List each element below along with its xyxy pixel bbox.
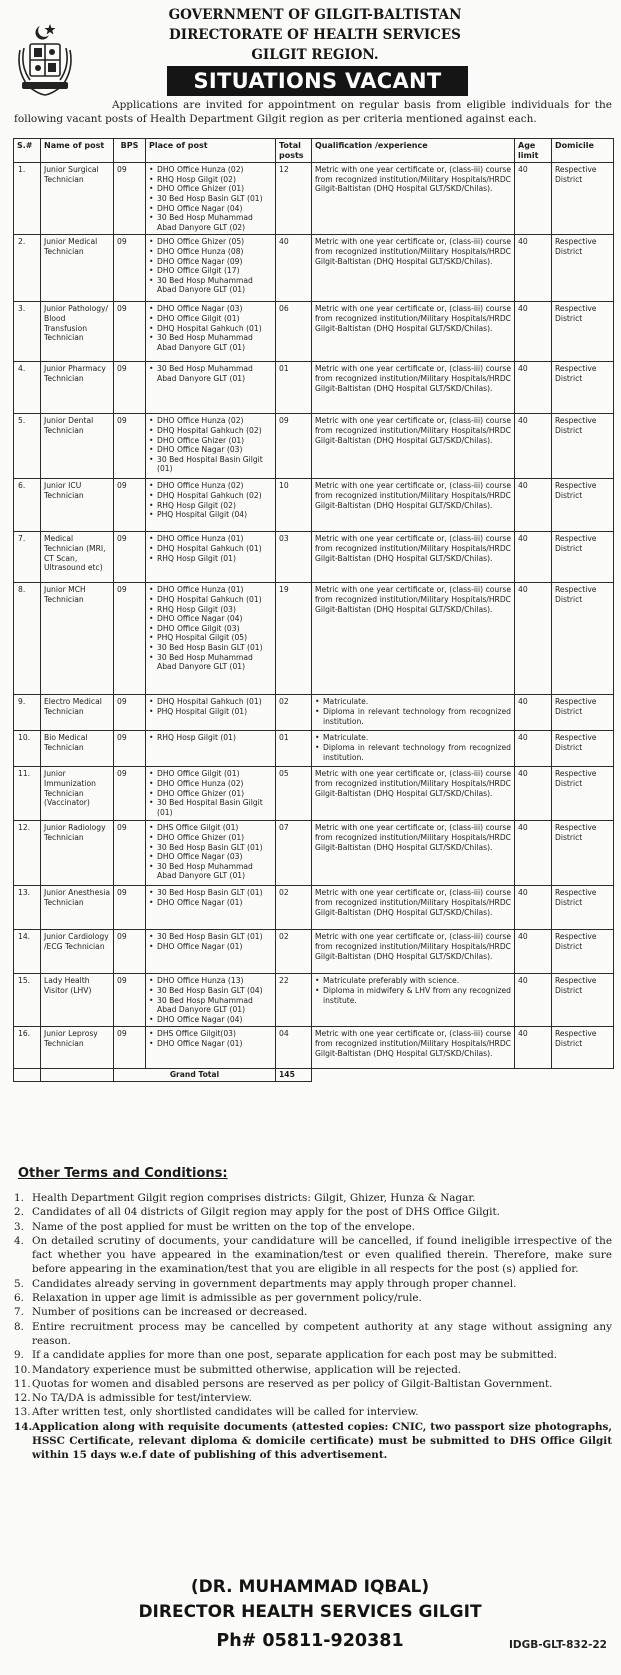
row-bps: 09 (114, 731, 146, 767)
row-post-name: Junior Cardiology /ECG Technician (41, 930, 114, 974)
place-item: • 30 Bed Hosp Muhammad Abad Danyore GLT (01) (149, 653, 272, 672)
grand-total-value: 145 (276, 1069, 312, 1082)
row-age-limit: 40 (515, 886, 552, 930)
term-item (14, 1205, 612, 1219)
row-total-posts: 06 (276, 302, 312, 362)
row-post-name: Junior Medical Technician (41, 235, 114, 302)
term-text: Name of the post applied for must be written on the top of the envelope. (32, 1220, 416, 1233)
places-list (149, 1029, 272, 1048)
qualification-list (315, 733, 511, 762)
row-domicile: Respective District (552, 695, 614, 731)
table-row (14, 974, 614, 1027)
row-post-name: Junior MCH Technician (41, 583, 114, 695)
row-bps: 09 (114, 414, 146, 479)
qualification-item: • Diploma in relevant technology from recognized institution. (315, 707, 511, 726)
row-bps: 09 (114, 767, 146, 821)
header-qualification: Qualification /experience (312, 139, 515, 163)
grand-total-label: Grand Total (114, 1069, 276, 1082)
term-text: On detailed scrutiny of documents, your candidature will be cancelled, if found ineligible irrespective of the fact whether you have appeared in the examination/test or even qualified therein. Therefore, make sure before appearing in the examination/test that you are eligible in all respects for the post (s) applied for. (32, 1234, 612, 1276)
place-item: • DHO Office Gilgit (17) (149, 266, 272, 276)
term-item (14, 1277, 612, 1291)
place-item: • 30 Bed Hospital Basin Gilgit (01) (149, 455, 272, 474)
place-item: • PHQ Hospital Gilgit (01) (149, 707, 272, 717)
row-bps: 09 (114, 695, 146, 731)
place-item: • DHQ Hospital Gahkuch (01) (149, 697, 272, 707)
place-item: • DHO Office Ghizer (01) (149, 184, 272, 194)
place-item: • 30 Bed Hosp Muhammad Abad Danyore GLT (01) (149, 333, 272, 352)
row-bps: 09 (114, 163, 146, 235)
place-item: • RHQ Hosp Gilgit (01) (149, 554, 272, 564)
places-list (149, 165, 272, 232)
qualification-item: • Diploma in midwifery & LHV from any recognized institute. (315, 986, 511, 1005)
row-age-limit: 40 (515, 479, 552, 532)
row-age-limit: 40 (515, 930, 552, 974)
place-item: • DHO Office Ghizer (05) (149, 237, 272, 247)
vacancies-table (13, 138, 614, 1082)
row-domicile: Respective District (552, 731, 614, 767)
place-item: • DHO Office Hunza (02) (149, 481, 272, 491)
header-place: Place of post (146, 139, 276, 163)
place-item: • RHQ Hosp Gilgit (02) (149, 175, 272, 185)
term-number: 13. (14, 1406, 31, 1419)
place-item: • DHO Office Nagar (01) (149, 1039, 272, 1049)
row-post-name: Junior Radiology Technician (41, 821, 114, 886)
place-item: • 30 Bed Hosp Basin GLT (01) (149, 194, 272, 204)
row-serial: 16. (14, 1027, 41, 1069)
row-serial: 6. (14, 479, 41, 532)
place-item: • 30 Bed Hosp Basin GLT (01) (149, 843, 272, 853)
qualification-list (315, 697, 511, 726)
row-age-limit: 40 (515, 362, 552, 414)
table-row (14, 930, 614, 974)
term-item (14, 1305, 612, 1319)
signatory-name: (DR. MUHAMMAD IQBAL) (190, 1577, 430, 1597)
terms-list (14, 1191, 612, 1463)
qualification-list (315, 976, 511, 1005)
row-age-limit: 40 (515, 821, 552, 886)
table-row (14, 886, 614, 930)
row-serial: 11. (14, 767, 41, 821)
term-number: 12. (14, 1392, 31, 1405)
term-item (14, 1220, 612, 1234)
term-item (14, 1377, 612, 1391)
row-places (146, 479, 276, 532)
term-item (14, 1234, 612, 1277)
places-list (149, 585, 272, 671)
place-item: • DHO Office Hunza (02) (149, 779, 272, 789)
place-item: • DHO Office Nagar (04) (149, 614, 272, 624)
term-number: 11. (14, 1377, 31, 1390)
term-number: 14. (14, 1420, 33, 1433)
row-bps: 09 (114, 821, 146, 886)
row-total-posts: 03 (276, 532, 312, 583)
qualification-item: • Diploma in relevant technology from recognized institution. (315, 743, 511, 762)
row-places (146, 974, 276, 1027)
term-item (14, 1291, 612, 1305)
place-item: • DHO Office Hunza (01) (149, 534, 272, 544)
row-total-posts: 19 (276, 583, 312, 695)
term-item (14, 1391, 612, 1405)
row-bps: 09 (114, 930, 146, 974)
row-total-posts: 02 (276, 695, 312, 731)
row-places (146, 532, 276, 583)
term-text: Candidates of all 04 districts of Gilgit region may apply for the post of DHS Office Gilgit. (32, 1206, 500, 1219)
header-sn: S.# (14, 139, 41, 163)
header-post: Name of post (41, 139, 114, 163)
row-post-name: Junior Pharmacy Technician (41, 362, 114, 414)
term-text: Application along with requisite documents (attested copies: CNIC, two passport size photographs, HSSC Certificate, relevant diploma & domicile certificate) must be submitted to DHS Office Gilgit within 15 days w.e.f date of publishing of this advertisement. (32, 1420, 612, 1462)
row-places (146, 930, 276, 974)
row-total-posts: 04 (276, 1027, 312, 1069)
row-post-name: Electro Medical Technician (41, 695, 114, 731)
row-qualification (312, 974, 515, 1027)
row-serial: 12. (14, 821, 41, 886)
places-list (149, 697, 272, 716)
row-domicile: Respective District (552, 583, 614, 695)
place-item: • DHO Office Nagar (04) (149, 1015, 272, 1025)
places-list (149, 416, 272, 474)
row-bps: 09 (114, 235, 146, 302)
grand-total-row (14, 1069, 614, 1082)
place-item: • DHO Office Nagar (01) (149, 898, 272, 908)
place-item: • DHO Office Hunza (08) (149, 247, 272, 257)
header-domicile: Domicile (552, 139, 614, 163)
places-list (149, 932, 272, 951)
place-item: • 30 Bed Hosp Muhammad Abad Danyore GLT (01) (149, 996, 272, 1015)
row-qualification: Metric with one year certificate or, (class-iii) course from recognized institution/Military Hospitals/HRDC Gilgit-Baltistan (DHQ Hospital GLT/SKD/Chilas). (312, 886, 515, 930)
table-row (14, 583, 614, 695)
term-number: 7. (14, 1306, 24, 1319)
place-item: • DHQ Hospital Gahkuch (01) (149, 324, 272, 334)
row-post-name: Junior ICU Technician (41, 479, 114, 532)
row-total-posts: 05 (276, 767, 312, 821)
row-total-posts: 09 (276, 414, 312, 479)
row-domicile: Respective District (552, 532, 614, 583)
places-list (149, 364, 272, 383)
row-bps: 09 (114, 583, 146, 695)
term-text: If a candidate applies for more than one post, separate application for each post may be submitted. (32, 1349, 558, 1362)
place-item: • 30 Bed Hosp Muhammad Abad Danyore GLT (01) (149, 276, 272, 295)
row-total-posts: 40 (276, 235, 312, 302)
table-row (14, 767, 614, 821)
empty-cell (14, 1069, 41, 1082)
places-list (149, 888, 272, 907)
row-total-posts: 02 (276, 930, 312, 974)
place-item: • DHO Office Ghizer (01) (149, 833, 272, 843)
place-item: • 30 Bed Hosp Basin GLT (01) (149, 888, 272, 898)
terms-title: Other Terms and Conditions: (18, 1166, 228, 1181)
row-serial: 7. (14, 532, 41, 583)
row-bps: 09 (114, 479, 146, 532)
region-heading: GILGIT REGION. (251, 47, 379, 63)
row-post-name: Junior Surgical Technician (41, 163, 114, 235)
row-places (146, 695, 276, 731)
place-item: • DHS Office Gilgit(03) (149, 1029, 272, 1039)
row-age-limit: 40 (515, 414, 552, 479)
row-bps: 09 (114, 532, 146, 583)
row-places (146, 235, 276, 302)
term-number: 5. (14, 1277, 24, 1290)
place-item: • DHO Office Nagar (03) (149, 304, 272, 314)
places-list (149, 534, 272, 563)
row-age-limit: 40 (515, 583, 552, 695)
term-text: After written test, only shortlisted candidates will be called for interview. (32, 1406, 419, 1419)
row-domicile: Respective District (552, 767, 614, 821)
place-item: • DHO Office Ghizer (01) (149, 436, 272, 446)
row-age-limit: 40 (515, 532, 552, 583)
row-bps: 09 (114, 362, 146, 414)
place-item: • DHS Office Gilgit (01) (149, 823, 272, 833)
row-qualification: Metric with one year certificate or, (class-iii) course from recognized institution/Military Hospitals/HRDC Gilgit-Baltistan (DHQ Hospital GLT/SKD/Chilas). (312, 821, 515, 886)
place-item: • DHO Office Hunza (13) (149, 976, 272, 986)
row-age-limit: 40 (515, 695, 552, 731)
signatory-designation: DIRECTOR HEALTH SERVICES GILGIT (138, 1602, 482, 1622)
row-bps: 09 (114, 886, 146, 930)
term-text: No TA/DA is admissible for test/interview. (32, 1392, 252, 1405)
place-item: • 30 Bed Hosp Basin GLT (01) (149, 932, 272, 942)
row-total-posts: 12 (276, 163, 312, 235)
row-qualification: Metric with one year certificate or, (class-iii) course from recognized institution/Military Hospitals/HRDC Gilgit-Baltistan (DHQ Hospital GLT/SKD/Chilas). (312, 532, 515, 583)
header-age: Age limit (515, 139, 552, 163)
row-qualification: Metric with one year certificate or, (class-iii) course from recognized institution/Military Hospitals/HRDC Gilgit-Baltistan (DHQ Hospital GLT/SKD/Chilas). (312, 583, 515, 695)
row-total-posts: 02 (276, 886, 312, 930)
table-row (14, 821, 614, 886)
place-item: • DHO Office Nagar (03) (149, 852, 272, 862)
qualification-item: • Matriculate. (315, 733, 511, 743)
place-item: • DHO Office Nagar (09) (149, 257, 272, 267)
row-age-limit: 40 (515, 767, 552, 821)
term-number: 1. (14, 1192, 24, 1204)
term-text: Mandatory experience must be submitted otherwise, application will be rejected. (32, 1363, 462, 1376)
place-item: • RHQ Hosp Gilgit (01) (149, 733, 272, 743)
row-places (146, 414, 276, 479)
row-bps: 09 (114, 974, 146, 1027)
place-item: • DHO Office Gilgit (01) (149, 314, 272, 324)
term-number: 3. (14, 1220, 24, 1233)
row-total-posts: 01 (276, 362, 312, 414)
table-header-row (14, 139, 614, 163)
row-qualification: Metric with one year certificate or, (class-iii) course from recognized institution/Military Hospitals/HRDC Gilgit-Baltistan (DHQ Hospital GLT/SKD/Chilas). (312, 414, 515, 479)
row-post-name: Junior Immunization Technician (Vaccinator) (41, 767, 114, 821)
row-serial: 13. (14, 886, 41, 930)
term-text: Health Department Gilgit region comprises districts: Gilgit, Ghizer, Hunza & Nagar. (32, 1192, 476, 1204)
places-list (149, 976, 272, 1024)
gilgit-baltistan-emblem-icon (10, 20, 80, 98)
term-item (14, 1420, 612, 1463)
row-serial: 10. (14, 731, 41, 767)
term-number: 6. (14, 1292, 24, 1305)
row-serial: 4. (14, 362, 41, 414)
table-row (14, 695, 614, 731)
place-item: • RHQ Hosp Gilgit (02) (149, 501, 272, 511)
term-text: Relaxation in upper age limit is admissible as per government policy/rule. (32, 1292, 422, 1305)
term-number: 4. (14, 1234, 24, 1247)
term-text: Number of positions can be increased or decreased. (32, 1306, 308, 1319)
table-row (14, 362, 614, 414)
term-text: Quotas for women and disabled persons are reserved as per policy of Gilgit-Baltistan Government. (32, 1377, 553, 1390)
row-qualification: Metric with one year certificate or, (class-iii) course from recognized institution/Military Hospitals/HRDC Gilgit-Baltistan (DHQ Hospital GLT/SKD/Chilas). (312, 930, 515, 974)
row-domicile: Respective District (552, 479, 614, 532)
row-qualification (312, 731, 515, 767)
row-qualification: Metric with one year certificate or, (class-iii) course from recognized institution/Military Hospitals/HRDC Gilgit-Baltistan (DHQ Hospital GLT/SKD/Chilas). (312, 163, 515, 235)
place-item: • DHO Office Hunza (02) (149, 165, 272, 175)
table-row (14, 414, 614, 479)
row-age-limit: 40 (515, 235, 552, 302)
row-places (146, 767, 276, 821)
term-item (14, 1191, 612, 1205)
empty-cell (312, 1069, 614, 1082)
row-places (146, 731, 276, 767)
row-total-posts: 10 (276, 479, 312, 532)
table-row (14, 1027, 614, 1069)
row-post-name: Junior Leprosy Technician (41, 1027, 114, 1069)
place-item: • PHQ Hospital Gilgit (05) (149, 633, 272, 643)
term-item (14, 1320, 612, 1349)
table-row (14, 235, 614, 302)
row-places (146, 163, 276, 235)
row-qualification: Metric with one year certificate or, (class-iii) course from recognized institution/Military Hospitals/HRDC Gilgit-Baltistan (DHQ Hospital GLT/SKD/Chilas). (312, 235, 515, 302)
row-domicile: Respective District (552, 163, 614, 235)
qualification-item: • Matriculate preferably with science. (315, 976, 511, 986)
qualification-item: • Matriculate. (315, 697, 511, 707)
empty-cell (41, 1069, 114, 1082)
place-item: • 30 Bed Hosp Basin GLT (01) (149, 643, 272, 653)
row-qualification: Metric with one year certificate or, (class-iii) course from recognized institution/Military Hospitals/HRDC Gilgit-Baltistan (DHQ Hospital GLT/SKD/Chilas). (312, 302, 515, 362)
intro-paragraph: Applications are invited for appointment on regular basis from eligible individuals for the following vacant posts of Health Department Gilgit region as per criteria mentioned against each. (14, 99, 612, 125)
place-item: • 30 Bed Hosp Muhammad Abad Danyore GLT (02) (149, 213, 272, 232)
advertisement-reference: IDGB-GLT-832-22 (508, 1639, 607, 1651)
places-list (149, 733, 272, 743)
row-domicile: Respective District (552, 362, 614, 414)
place-item: • 30 Bed Hosp Muhammad Abad Danyore GLT (01) (149, 364, 272, 383)
places-list (149, 481, 272, 519)
row-age-limit: 40 (515, 974, 552, 1027)
term-text: Entire recruitment process may be cancelled by competent authority at any stage without assigning any reason. (32, 1320, 612, 1347)
situations-vacant-banner: SITUATIONS VACANT (167, 66, 468, 96)
row-serial: 1. (14, 163, 41, 235)
row-age-limit: 40 (515, 302, 552, 362)
row-age-limit: 40 (515, 1027, 552, 1069)
places-list (149, 237, 272, 295)
table-row (14, 532, 614, 583)
row-serial: 15. (14, 974, 41, 1027)
place-item: • PHQ Hospital Gilgit (04) (149, 510, 272, 520)
row-places (146, 886, 276, 930)
row-total-posts: 07 (276, 821, 312, 886)
row-age-limit: 40 (515, 731, 552, 767)
row-serial: 5. (14, 414, 41, 479)
place-item: • DHQ Hospital Gahkuch (01) (149, 544, 272, 554)
row-qualification: Metric with one year certificate or, (class-iii) course from recognized institution/Military Hospitals/HRDC Gilgit-Baltistan (DHQ Hospital GLT/SKD/Chilas). (312, 1027, 515, 1069)
govt-heading: GOVERNMENT OF GILGIT-BALTISTAN (168, 7, 462, 23)
header-total: Total posts (276, 139, 312, 163)
place-item: • DHO Office Gilgit (01) (149, 769, 272, 779)
row-places (146, 821, 276, 886)
contact-phone: Ph# 05811-920381 (216, 1631, 404, 1651)
row-serial: 14. (14, 930, 41, 974)
place-item: • DHO Office Gilgit (03) (149, 624, 272, 634)
row-post-name: Junior Pathology/ Blood Transfusion Technician (41, 302, 114, 362)
row-domicile: Respective District (552, 886, 614, 930)
row-post-name: Medical Technician (MRI, CT Scan, Ultrasound etc) (41, 532, 114, 583)
row-bps: 09 (114, 302, 146, 362)
place-item: • DHO Office Hunza (01) (149, 585, 272, 595)
row-qualification: Metric with one year certificate or, (class-iii) course from recognized institution/Military Hospitals/HRDC Gilgit-Baltistan (DHQ Hospital GLT/SKD/Chilas). (312, 767, 515, 821)
place-item: • DHQ Hospital Gahkuch (02) (149, 426, 272, 436)
row-domicile: Respective District (552, 414, 614, 479)
row-post-name: Lady Health Visitor (LHV) (41, 974, 114, 1027)
place-item: • DHO Office Hunza (02) (149, 416, 272, 426)
place-item: • 30 Bed Hosp Muhammad Abad Danyore GLT (01) (149, 862, 272, 881)
place-item: • DHQ Hospital Gahkuch (01) (149, 595, 272, 605)
table-row (14, 731, 614, 767)
vacancies-table-body (14, 163, 614, 1082)
row-places (146, 302, 276, 362)
row-places (146, 1027, 276, 1069)
term-number: 2. (14, 1206, 24, 1219)
row-post-name: Junior Anesthesia Technician (41, 886, 114, 930)
header-bps: BPS (114, 139, 146, 163)
place-item: • DHO Office Ghizer (01) (149, 789, 272, 799)
row-total-posts: 22 (276, 974, 312, 1027)
row-post-name: Junior Dental Technician (41, 414, 114, 479)
place-item: • DHO Office Nagar (03) (149, 445, 272, 455)
row-domicile: Respective District (552, 930, 614, 974)
row-qualification (312, 695, 515, 731)
row-total-posts: 01 (276, 731, 312, 767)
term-item (14, 1348, 612, 1362)
place-item: • DHO Office Nagar (01) (149, 942, 272, 952)
row-serial: 2. (14, 235, 41, 302)
row-domicile: Respective District (552, 302, 614, 362)
row-serial: 8. (14, 583, 41, 695)
row-places (146, 362, 276, 414)
term-text: Candidates already serving in government departments may apply through proper channel. (32, 1277, 517, 1290)
places-list (149, 304, 272, 352)
row-domicile: Respective District (552, 974, 614, 1027)
place-item: • 30 Bed Hospital Basin Gilgit (01) (149, 798, 272, 817)
table-row (14, 163, 614, 235)
table-row (14, 479, 614, 532)
term-number: 10. (14, 1363, 31, 1376)
term-number: 9. (14, 1349, 24, 1362)
row-post-name: Bio Medical Technician (41, 731, 114, 767)
term-item (14, 1405, 612, 1419)
term-item (14, 1363, 612, 1377)
row-domicile: Respective District (552, 1027, 614, 1069)
row-domicile: Respective District (552, 821, 614, 886)
places-list (149, 769, 272, 817)
place-item: • DHO Office Nagar (04) (149, 204, 272, 214)
place-item: • 30 Bed Hosp Basin GLT (04) (149, 986, 272, 996)
row-serial: 3. (14, 302, 41, 362)
term-number: 8. (14, 1320, 24, 1333)
table-row (14, 302, 614, 362)
row-bps: 09 (114, 1027, 146, 1069)
place-item: • DHQ Hospital Gahkuch (02) (149, 491, 272, 501)
row-qualification: Metric with one year certificate or, (class-iii) course from recognized institution/Military Hospitals/HRDC Gilgit-Baltistan (DHQ Hospital GLT/SKD/Chilas). (312, 479, 515, 532)
place-item: • RHQ Hosp Gilgit (03) (149, 605, 272, 615)
row-serial: 9. (14, 695, 41, 731)
places-list (149, 823, 272, 881)
row-domicile: Respective District (552, 235, 614, 302)
directorate-heading: DIRECTORATE OF HEALTH SERVICES (169, 27, 461, 43)
row-age-limit: 40 (515, 163, 552, 235)
row-places (146, 583, 276, 695)
row-qualification: Metric with one year certificate or, (class-iii) course from recognized institution/Military Hospitals/HRDC Gilgit-Baltistan (DHQ Hospital GLT/SKD/Chilas). (312, 362, 515, 414)
